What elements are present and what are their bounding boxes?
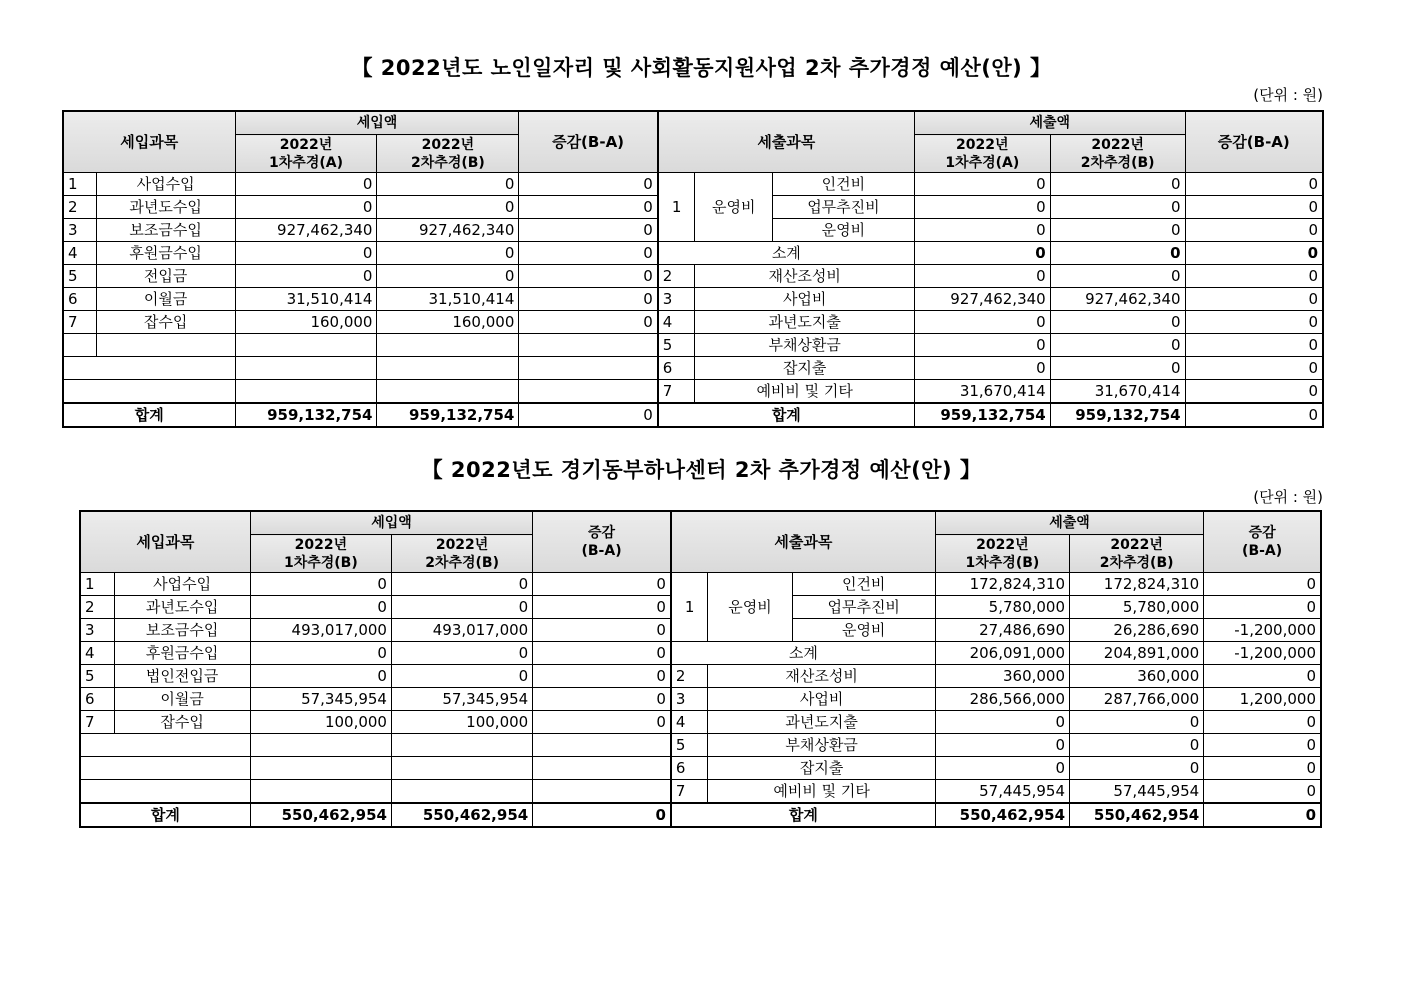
income-total-b: 550,462,954	[391, 803, 532, 827]
expense-no: 4	[658, 311, 695, 334]
empty-cell	[250, 757, 391, 780]
expense-name: 예비비 및 기타	[695, 380, 914, 404]
income-a: 100,000	[250, 711, 391, 734]
expense-group-no: 1	[671, 573, 708, 642]
income-name: 전입금	[96, 265, 235, 288]
empty-cell	[519, 380, 658, 404]
expense-diff: 0	[1185, 311, 1323, 334]
empty-cell	[391, 757, 532, 780]
expense-b: 172,824,310	[1070, 573, 1204, 596]
income-a: 927,462,340	[235, 219, 377, 242]
table-row	[80, 757, 1321, 780]
table-row	[80, 665, 1321, 688]
expense-b: 26,286,690	[1070, 619, 1204, 642]
expense-subtotal-b: 204,891,000	[1070, 642, 1204, 665]
expense-a: 57,445,954	[935, 780, 1069, 804]
empty-cell	[533, 734, 671, 757]
expense-b: 0	[1050, 311, 1185, 334]
income-name: 법인전입금	[114, 665, 250, 688]
income-b: 31,510,414	[377, 288, 519, 311]
income-total-a: 959,132,754	[235, 403, 377, 427]
expense-diff: 0	[1185, 334, 1323, 357]
expense-total-b: 550,462,954	[1070, 803, 1204, 827]
income-a: 0	[235, 196, 377, 219]
total-row	[63, 403, 1323, 427]
income-diff-header: 증감 (B-A)	[533, 511, 671, 573]
table-row	[63, 242, 1323, 265]
income-no: 4	[63, 242, 96, 265]
expense-b: 0	[1050, 219, 1185, 242]
income-name: 보조금수입	[114, 619, 250, 642]
expense-diff: 0	[1204, 711, 1321, 734]
expense-no: 2	[671, 665, 708, 688]
expense-b: 0	[1050, 357, 1185, 380]
income-a: 493,017,000	[250, 619, 391, 642]
expense-b: 57,445,954	[1070, 780, 1204, 804]
expense-subtotal-label: 소계	[658, 242, 915, 265]
expense-no: 6	[658, 357, 695, 380]
table-row	[63, 288, 1323, 311]
expense-group-name: 운영비	[695, 173, 772, 242]
expense-b: 0	[1050, 173, 1185, 196]
empty-cell	[250, 780, 391, 804]
income-diff: 0	[533, 711, 671, 734]
expense-no: 6	[671, 757, 708, 780]
table-row	[63, 311, 1323, 334]
expense-b: 0	[1070, 757, 1204, 780]
expense-group-name: 운영비	[708, 573, 792, 642]
expense-sub-name: 업무추진비	[772, 196, 914, 219]
income-total-diff: 0	[519, 403, 658, 427]
income-a: 0	[235, 242, 377, 265]
income-total-b: 959,132,754	[377, 403, 519, 427]
empty-cell	[96, 334, 235, 357]
income-name: 잡수입	[114, 711, 250, 734]
income-diff: 0	[519, 288, 658, 311]
empty-cell	[519, 334, 658, 357]
income-col-a-header: 2022년 1차추경(B)	[250, 535, 391, 573]
income-b: 0	[377, 196, 519, 219]
expense-a: 31,670,414	[914, 380, 1050, 404]
expense-diff: 0	[1204, 757, 1321, 780]
expense-a: 0	[914, 265, 1050, 288]
expense-diff-header: 증감 (B-A)	[1204, 511, 1321, 573]
income-total-label: 합계	[80, 803, 250, 827]
expense-diff: 0	[1204, 665, 1321, 688]
budget-table-1	[62, 110, 1324, 428]
expense-a: 0	[935, 711, 1069, 734]
table-row	[63, 265, 1323, 288]
income-no: 7	[80, 711, 114, 734]
income-b: 493,017,000	[391, 619, 532, 642]
income-a: 0	[250, 642, 391, 665]
income-diff: 0	[519, 265, 658, 288]
empty-cell	[519, 357, 658, 380]
income-diff: 0	[533, 619, 671, 642]
empty-cell	[250, 734, 391, 757]
income-no: 1	[63, 173, 96, 196]
income-b: 927,462,340	[377, 219, 519, 242]
expense-a: 172,824,310	[935, 573, 1069, 596]
expense-total-diff: 0	[1204, 803, 1321, 827]
income-a: 0	[250, 573, 391, 596]
expense-no: 2	[658, 265, 695, 288]
income-subject-header: 세입과목	[80, 511, 250, 573]
income-subject-header: 세입과목	[63, 111, 235, 173]
income-diff: 0	[519, 311, 658, 334]
expense-sub-name: 인건비	[792, 573, 935, 596]
income-b: 0	[391, 642, 532, 665]
income-b: 0	[377, 173, 519, 196]
income-col-a-header: 2022년 1차추경(A)	[235, 135, 377, 173]
income-diff: 0	[519, 173, 658, 196]
income-diff: 0	[533, 596, 671, 619]
empty-cell	[80, 734, 250, 757]
table-row	[80, 688, 1321, 711]
expense-b: 0	[1050, 334, 1185, 357]
table-row	[80, 711, 1321, 734]
expense-diff: 0	[1185, 380, 1323, 404]
table-row	[80, 573, 1321, 596]
expense-subject-header: 세출과목	[658, 111, 915, 173]
expense-a: 0	[914, 311, 1050, 334]
unit-label-2: (단위 : 원)	[1253, 488, 1323, 506]
empty-cell	[377, 357, 519, 380]
expense-diff: 0	[1204, 780, 1321, 804]
income-no: 6	[63, 288, 96, 311]
expense-diff: 0	[1185, 196, 1323, 219]
expense-b: 31,670,414	[1050, 380, 1185, 404]
table-row	[63, 380, 1323, 404]
expense-total-a: 959,132,754	[914, 403, 1050, 427]
income-diff: 0	[519, 242, 658, 265]
expense-a: 0	[914, 219, 1050, 242]
income-a: 57,345,954	[250, 688, 391, 711]
expense-name: 사업비	[695, 288, 914, 311]
expense-a: 927,462,340	[914, 288, 1050, 311]
income-a: 0	[250, 596, 391, 619]
income-b: 0	[377, 242, 519, 265]
income-diff: 0	[533, 665, 671, 688]
expense-a: 0	[914, 334, 1050, 357]
expense-diff: 0	[1185, 265, 1323, 288]
income-total-diff: 0	[533, 803, 671, 827]
expense-b: 287,766,000	[1070, 688, 1204, 711]
income-name: 이월금	[114, 688, 250, 711]
expense-name: 잡지출	[695, 357, 914, 380]
expense-sub-name: 운영비	[772, 219, 914, 242]
expense-col-a-header: 2022년 1차추경(B)	[935, 535, 1069, 573]
expense-no: 5	[658, 334, 695, 357]
income-no: 6	[80, 688, 114, 711]
expense-b: 360,000	[1070, 665, 1204, 688]
table-row	[63, 334, 1323, 357]
empty-cell	[235, 334, 377, 357]
expense-subtotal-b: 0	[1050, 242, 1185, 265]
income-col-b-header: 2022년 2차추경(B)	[377, 135, 519, 173]
expense-total-diff: 0	[1185, 403, 1323, 427]
income-no: 2	[63, 196, 96, 219]
income-amount-header: 세입액	[250, 511, 532, 535]
expense-subtotal-diff: 0	[1185, 242, 1323, 265]
expense-a: 286,566,000	[935, 688, 1069, 711]
income-no: 7	[63, 311, 96, 334]
income-a: 0	[250, 665, 391, 688]
expense-subtotal-a: 206,091,000	[935, 642, 1069, 665]
income-total-label: 합계	[63, 403, 235, 427]
expense-a: 0	[914, 357, 1050, 380]
expense-total-b: 959,132,754	[1050, 403, 1185, 427]
expense-no: 4	[671, 711, 708, 734]
income-a: 0	[235, 173, 377, 196]
expense-name: 재산조성비	[708, 665, 935, 688]
income-no: 5	[80, 665, 114, 688]
empty-cell	[533, 757, 671, 780]
income-b: 160,000	[377, 311, 519, 334]
expense-no: 3	[658, 288, 695, 311]
expense-name: 부채상환금	[708, 734, 935, 757]
income-no: 1	[80, 573, 114, 596]
budget-title-2: 【 2022년도 경기동부하나센터 2차 추가경정 예산(안) 】	[421, 458, 982, 482]
expense-name: 과년도지출	[695, 311, 914, 334]
expense-diff: 1,200,000	[1204, 688, 1321, 711]
income-diff: 0	[533, 573, 671, 596]
income-name: 후원금수입	[96, 242, 235, 265]
income-no: 3	[80, 619, 114, 642]
expense-b: 0	[1050, 265, 1185, 288]
expense-subject-header: 세출과목	[671, 511, 935, 573]
expense-a: 0	[935, 757, 1069, 780]
income-a: 160,000	[235, 311, 377, 334]
total-row	[80, 803, 1321, 827]
income-no: 3	[63, 219, 96, 242]
table-row	[63, 173, 1323, 196]
expense-diff: 0	[1185, 357, 1323, 380]
table-row	[80, 734, 1321, 757]
empty-cell	[63, 334, 96, 357]
income-a: 0	[235, 265, 377, 288]
expense-b: 927,462,340	[1050, 288, 1185, 311]
expense-name: 부채상환금	[695, 334, 914, 357]
expense-diff: 0	[1185, 173, 1323, 196]
income-name: 사업수입	[96, 173, 235, 196]
income-diff: 0	[533, 642, 671, 665]
income-name: 잡수입	[96, 311, 235, 334]
income-diff: 0	[533, 688, 671, 711]
expense-sub-name: 인건비	[772, 173, 914, 196]
empty-cell	[235, 357, 377, 380]
income-diff-header: 증감(B-A)	[519, 111, 658, 173]
empty-cell	[80, 780, 250, 804]
table-row	[80, 642, 1321, 665]
expense-name: 과년도지출	[708, 711, 935, 734]
income-b: 0	[391, 596, 532, 619]
income-name: 사업수입	[114, 573, 250, 596]
expense-diff: 0	[1204, 596, 1321, 619]
expense-diff: 0	[1185, 219, 1323, 242]
expense-subtotal-label: 소계	[671, 642, 935, 665]
income-name: 과년도수입	[96, 196, 235, 219]
expense-col-a-header: 2022년 1차추경(A)	[914, 135, 1050, 173]
expense-total-label: 합계	[658, 403, 915, 427]
empty-cell	[63, 357, 235, 380]
empty-cell	[235, 380, 377, 404]
expense-diff: 0	[1204, 734, 1321, 757]
income-name: 후원금수입	[114, 642, 250, 665]
expense-diff: -1,200,000	[1204, 619, 1321, 642]
expense-a: 0	[914, 173, 1050, 196]
income-col-b-header: 2022년 2차추경(B)	[391, 535, 532, 573]
empty-cell	[391, 734, 532, 757]
income-no: 4	[80, 642, 114, 665]
empty-cell	[377, 380, 519, 404]
empty-cell	[80, 757, 250, 780]
expense-diff: 0	[1185, 288, 1323, 311]
expense-b: 5,780,000	[1070, 596, 1204, 619]
income-b: 0	[391, 573, 532, 596]
expense-a: 0	[914, 196, 1050, 219]
expense-sub-name: 운영비	[792, 619, 935, 642]
expense-col-b-header: 2022년 2차추경(B)	[1050, 135, 1185, 173]
expense-subtotal-a: 0	[914, 242, 1050, 265]
expense-col-b-header: 2022년 2차추경(B)	[1070, 535, 1204, 573]
expense-no: 5	[671, 734, 708, 757]
income-total-a: 550,462,954	[250, 803, 391, 827]
expense-subtotal-diff: -1,200,000	[1204, 642, 1321, 665]
income-name: 이월금	[96, 288, 235, 311]
table-row	[63, 357, 1323, 380]
expense-name: 예비비 및 기타	[708, 780, 935, 804]
unit-label-1: (단위 : 원)	[1253, 86, 1323, 104]
empty-cell	[377, 334, 519, 357]
expense-a: 27,486,690	[935, 619, 1069, 642]
empty-cell	[63, 380, 235, 404]
income-diff: 0	[519, 219, 658, 242]
expense-diff: 0	[1204, 573, 1321, 596]
income-name: 과년도수입	[114, 596, 250, 619]
expense-amount-header: 세출액	[914, 111, 1185, 135]
income-amount-header: 세입액	[235, 111, 519, 135]
expense-no: 3	[671, 688, 708, 711]
expense-name: 재산조성비	[695, 265, 914, 288]
table-row	[80, 780, 1321, 804]
expense-b: 0	[1070, 734, 1204, 757]
income-name: 보조금수입	[96, 219, 235, 242]
expense-total-a: 550,462,954	[935, 803, 1069, 827]
expense-no: 7	[658, 380, 695, 404]
empty-cell	[391, 780, 532, 804]
income-b: 100,000	[391, 711, 532, 734]
expense-amount-header: 세출액	[935, 511, 1203, 535]
expense-no: 7	[671, 780, 708, 804]
income-b: 0	[377, 265, 519, 288]
expense-b: 0	[1050, 196, 1185, 219]
income-b: 57,345,954	[391, 688, 532, 711]
expense-diff-header: 증감(B-A)	[1185, 111, 1323, 173]
income-no: 5	[63, 265, 96, 288]
expense-b: 0	[1070, 711, 1204, 734]
expense-a: 5,780,000	[935, 596, 1069, 619]
expense-total-label: 합계	[671, 803, 935, 827]
expense-a: 360,000	[935, 665, 1069, 688]
expense-group-no: 1	[658, 173, 695, 242]
income-diff: 0	[519, 196, 658, 219]
income-a: 31,510,414	[235, 288, 377, 311]
budget-table-2	[79, 510, 1322, 828]
expense-a: 0	[935, 734, 1069, 757]
expense-sub-name: 업무추진비	[792, 596, 935, 619]
income-b: 0	[391, 665, 532, 688]
income-no: 2	[80, 596, 114, 619]
empty-cell	[533, 780, 671, 804]
expense-name: 잡지출	[708, 757, 935, 780]
expense-name: 사업비	[708, 688, 935, 711]
budget-title-1: 【 2022년도 노인일자리 및 사회활동지원사업 2차 추가경정 예산(안) 】	[351, 56, 1052, 80]
